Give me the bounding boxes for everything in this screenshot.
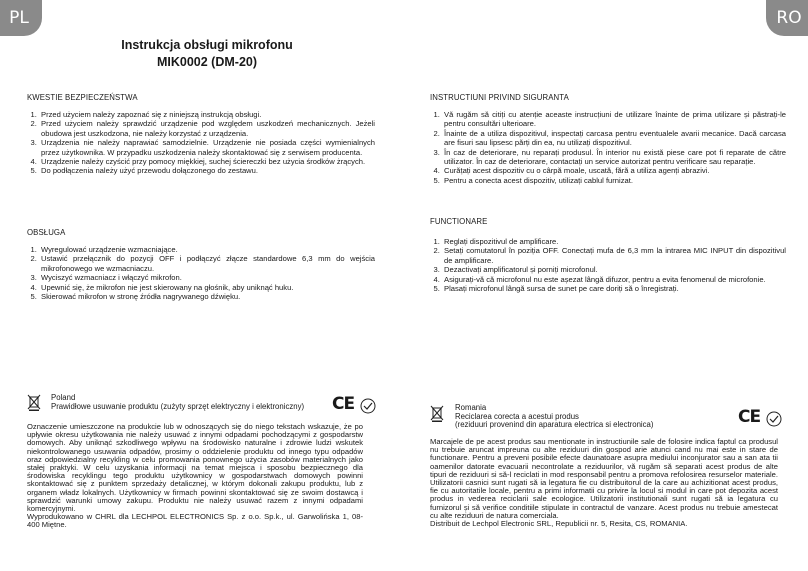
list-item: 5. Skierować mikrofon w stronę źródła nagrywanego dźwięku. [39, 292, 375, 301]
crossed-bin-icon [430, 404, 444, 422]
romanian-column [430, 0, 786, 571]
safety-list-pl [27, 110, 375, 176]
list-item: 3. Wyciszyć wzmacniacz i włączyć mikrofon. [39, 273, 375, 282]
language-tab-pl: PL [0, 0, 42, 36]
ce-mark: CE [332, 394, 355, 414]
distributor-info: Distribuit de Lechpol Electronic SRL, Republicii nr. 5, Resita, CS, ROMANIA. [430, 519, 688, 529]
weee-badge-icon [360, 398, 376, 414]
disposal-text: Oznaczenie umieszczone na produkcie lub w odnoszących się do niego tekstach wskazuje, że po upływie okresu użytkowania nie należy usuwać z innymi odpadami pochodzącymi z gospodarstw domowych. Aby uniknąć szkodliwego wpływu na środowisko naturalne i zdrowie ludzi wskutek niekontrolowanego usuwania odpadów, prosimy o oddzielenie produktu od innego typu odpadów oraz odpowiedzialny recykling w celu promowania ponownego użycia zasobów materialnych jako stałej praktyki. W celu uzyskania informacji na temat miejsca i sposobu bezpiecznego dla środowiska recyklingu tego produktu użytkownicy w gospodarstwach domowych powinni skontaktować się z punktem sprzedaży detalicznej, w którym dokonali zakupu produktu, lub z organem władz lokalnych. Użytkownicy w firmach powinni skontaktować się ze swoim dostawcą i sprawdzić warunki umowy zakupu. Produktu nie należy usuwać razem z innymi odpadami komercyjnymi. [27, 422, 363, 514]
list-item: 1. Reglați dispozitivul de amplificare. [442, 237, 786, 246]
usage-heading-pl: OBSŁUGA [27, 228, 66, 237]
recycling-title: Prawidłowe usuwanie produktu (zużyty sprzęt elektryczny i elektroniczny) [51, 401, 305, 411]
list-item: 5. Pentru a conecta acest dispozitiv, utilizați cablul furnizat. [442, 176, 786, 185]
language-tab-ro: RO [766, 0, 808, 36]
list-item: 2. Înainte de a utiliza dispozitivul, inspectați carcasa pentru eventualele avarii mecanice. Dacă carcasa are fisuri sau lipsesc părți din ea, nu utilizați dispozitivul. [442, 129, 786, 148]
ce-mark: CE [738, 407, 761, 427]
weee-badge-icon [766, 411, 782, 427]
disposal-notice-ro [430, 438, 778, 528]
model-title: MIK0002 (DM-20) [156, 55, 258, 69]
list-item: 3. Urządzenia nie należy naprawiać samodzielnie. Urządzenie nie posiada części wymienialnych przez użytkownika. W przypadku uszkodzenia należy skontaktować się z serwisem producenta. [39, 138, 375, 157]
safety-heading-ro: INSTRUCTIUNI PRIVIND SIGURANTA [430, 93, 569, 102]
list-item: 2. Przed użyciem należy sprawdzić urządzenie pod względem uszkodzeń mechanicznych. Jeżeli obudowa jest uszkodzona, nie należy korzystać z urządzenia. [39, 119, 375, 138]
list-item: 1. Przed użyciem należy zapoznać się z niniejszą instrukcją obsługi. [39, 110, 375, 119]
list-item: 3. În caz de deteriorare, nu reparați produsul. În interior nu există piese care pot fi reparate de către utilizator. În caz de deteriorare, contactați un service autorizat pentru verificare sau reparație. [442, 148, 786, 167]
list-item: 5. Do podłączenia należy użyć przewodu dołączonego do zestawu. [39, 166, 375, 175]
polish-column [27, 0, 387, 571]
list-item: 5. Plasați microfonul lângă sursa de sunet pe care doriți să o înregistrați. [442, 284, 786, 293]
list-item: 1. Vă rugăm să citiți cu atenție aceaste instrucțiuni de utilizare înainte de prima utilizare și păstrați-le pentru consultări ulterioare. [442, 110, 786, 129]
recycling-subtitle: (reziduuri provenind din aparatura electrica si electronica) [455, 420, 654, 429]
recycling-country: Romania [455, 403, 487, 412]
function-list-ro [430, 237, 786, 293]
usage-list-pl [27, 245, 375, 301]
list-item: 4. Asigurați-vă că microfonul nu este așezat lângă difuzor, pentru a evita fenomenul de microfonie. [442, 275, 786, 284]
list-item: 1. Wyregulować urządzenie wzmacniające. [39, 245, 375, 254]
function-heading-ro: FUNCTIONARE [430, 217, 488, 226]
manual-title: Instrukcja obsługi mikrofonu [121, 38, 293, 52]
list-item: 3. Dezactivați amplificatorul și porniți microfonul. [442, 265, 786, 274]
safety-heading-pl: KWESTIE BEZPIECZEŃSTWA [27, 93, 138, 102]
recycling-title: Reciclarea corecta a acestui produs [455, 411, 579, 421]
list-item: 2. Ustawić przełącznik do pozycji OFF i podłączyć złącze standardowe 6,3 mm do wejścia mikrofonowego we wzmacniaczu. [39, 254, 375, 273]
list-item: 4. Urządzenie należy czyścić przy pomocy miękkiej, suchej ściereczki bez użycia środków żrących. [39, 157, 375, 166]
manufacturer-info: Wyprodukowano w CHRL dla LECHPOL ELECTRONICS Sp. z o.o. Sp.k., ul. Garwolińska 1, 08-400 Miętne. [27, 512, 363, 530]
recycling-block-ro [430, 404, 730, 434]
crossed-bin-icon [27, 393, 41, 411]
list-item: 4. Curățați acest dispozitiv cu o cârpă moale, uscată, fără a utiliza agenți abrazivi. [442, 166, 786, 175]
disposal-text: Marcajele de pe acest produs sau mentionate in instructiunile sale de folosire indica faptul ca produsul nu trebuie aruncat impreuna cu alte reziduuri din gospod arie atunci cand nu mai este in stare de functionare. Pentru a preveni posibile efecte daunatoare asupra mediului inconjurator sau a san ata tii oamenilor datorate evacuarii necontrolate a reziduurilor, vă rugăm să separati acest produs de alte tipuri de reziduuri si să-l reciclati in mod responsabil pentru a promova refolosirea resurselor materiale. Utilizatorii casnici sunt rugati să ia legatura fie cu distribuitorul de la care au achizitionat acest produs, fie cu autoritatile locale, pentru a primi informatii cu privire la locul si modul in care pot depozita acest produs in vederea reciclarii sale ecologice. Utilizatorii institutionali sunt rugati să ia legatura cu furnizorul și să verifice conditiile stipulate in contractul de vanzare. Acest produs nu trebuie amestecat cu alte reziduuri de natura comerciala. [430, 437, 778, 520]
list-item: 4. Upewnić się, że mikrofon nie jest skierowany na głośnik, aby uniknąć huku. [39, 283, 375, 292]
disposal-notice-pl [27, 423, 363, 530]
list-item: 2. Setați comutatorul în poziția OFF. Conectați mufa de 6,3 mm la intrarea MIC INPUT din dispozitivul de amplificare. [442, 246, 786, 265]
recycling-country: Poland [51, 393, 76, 402]
safety-list-ro [430, 110, 786, 185]
